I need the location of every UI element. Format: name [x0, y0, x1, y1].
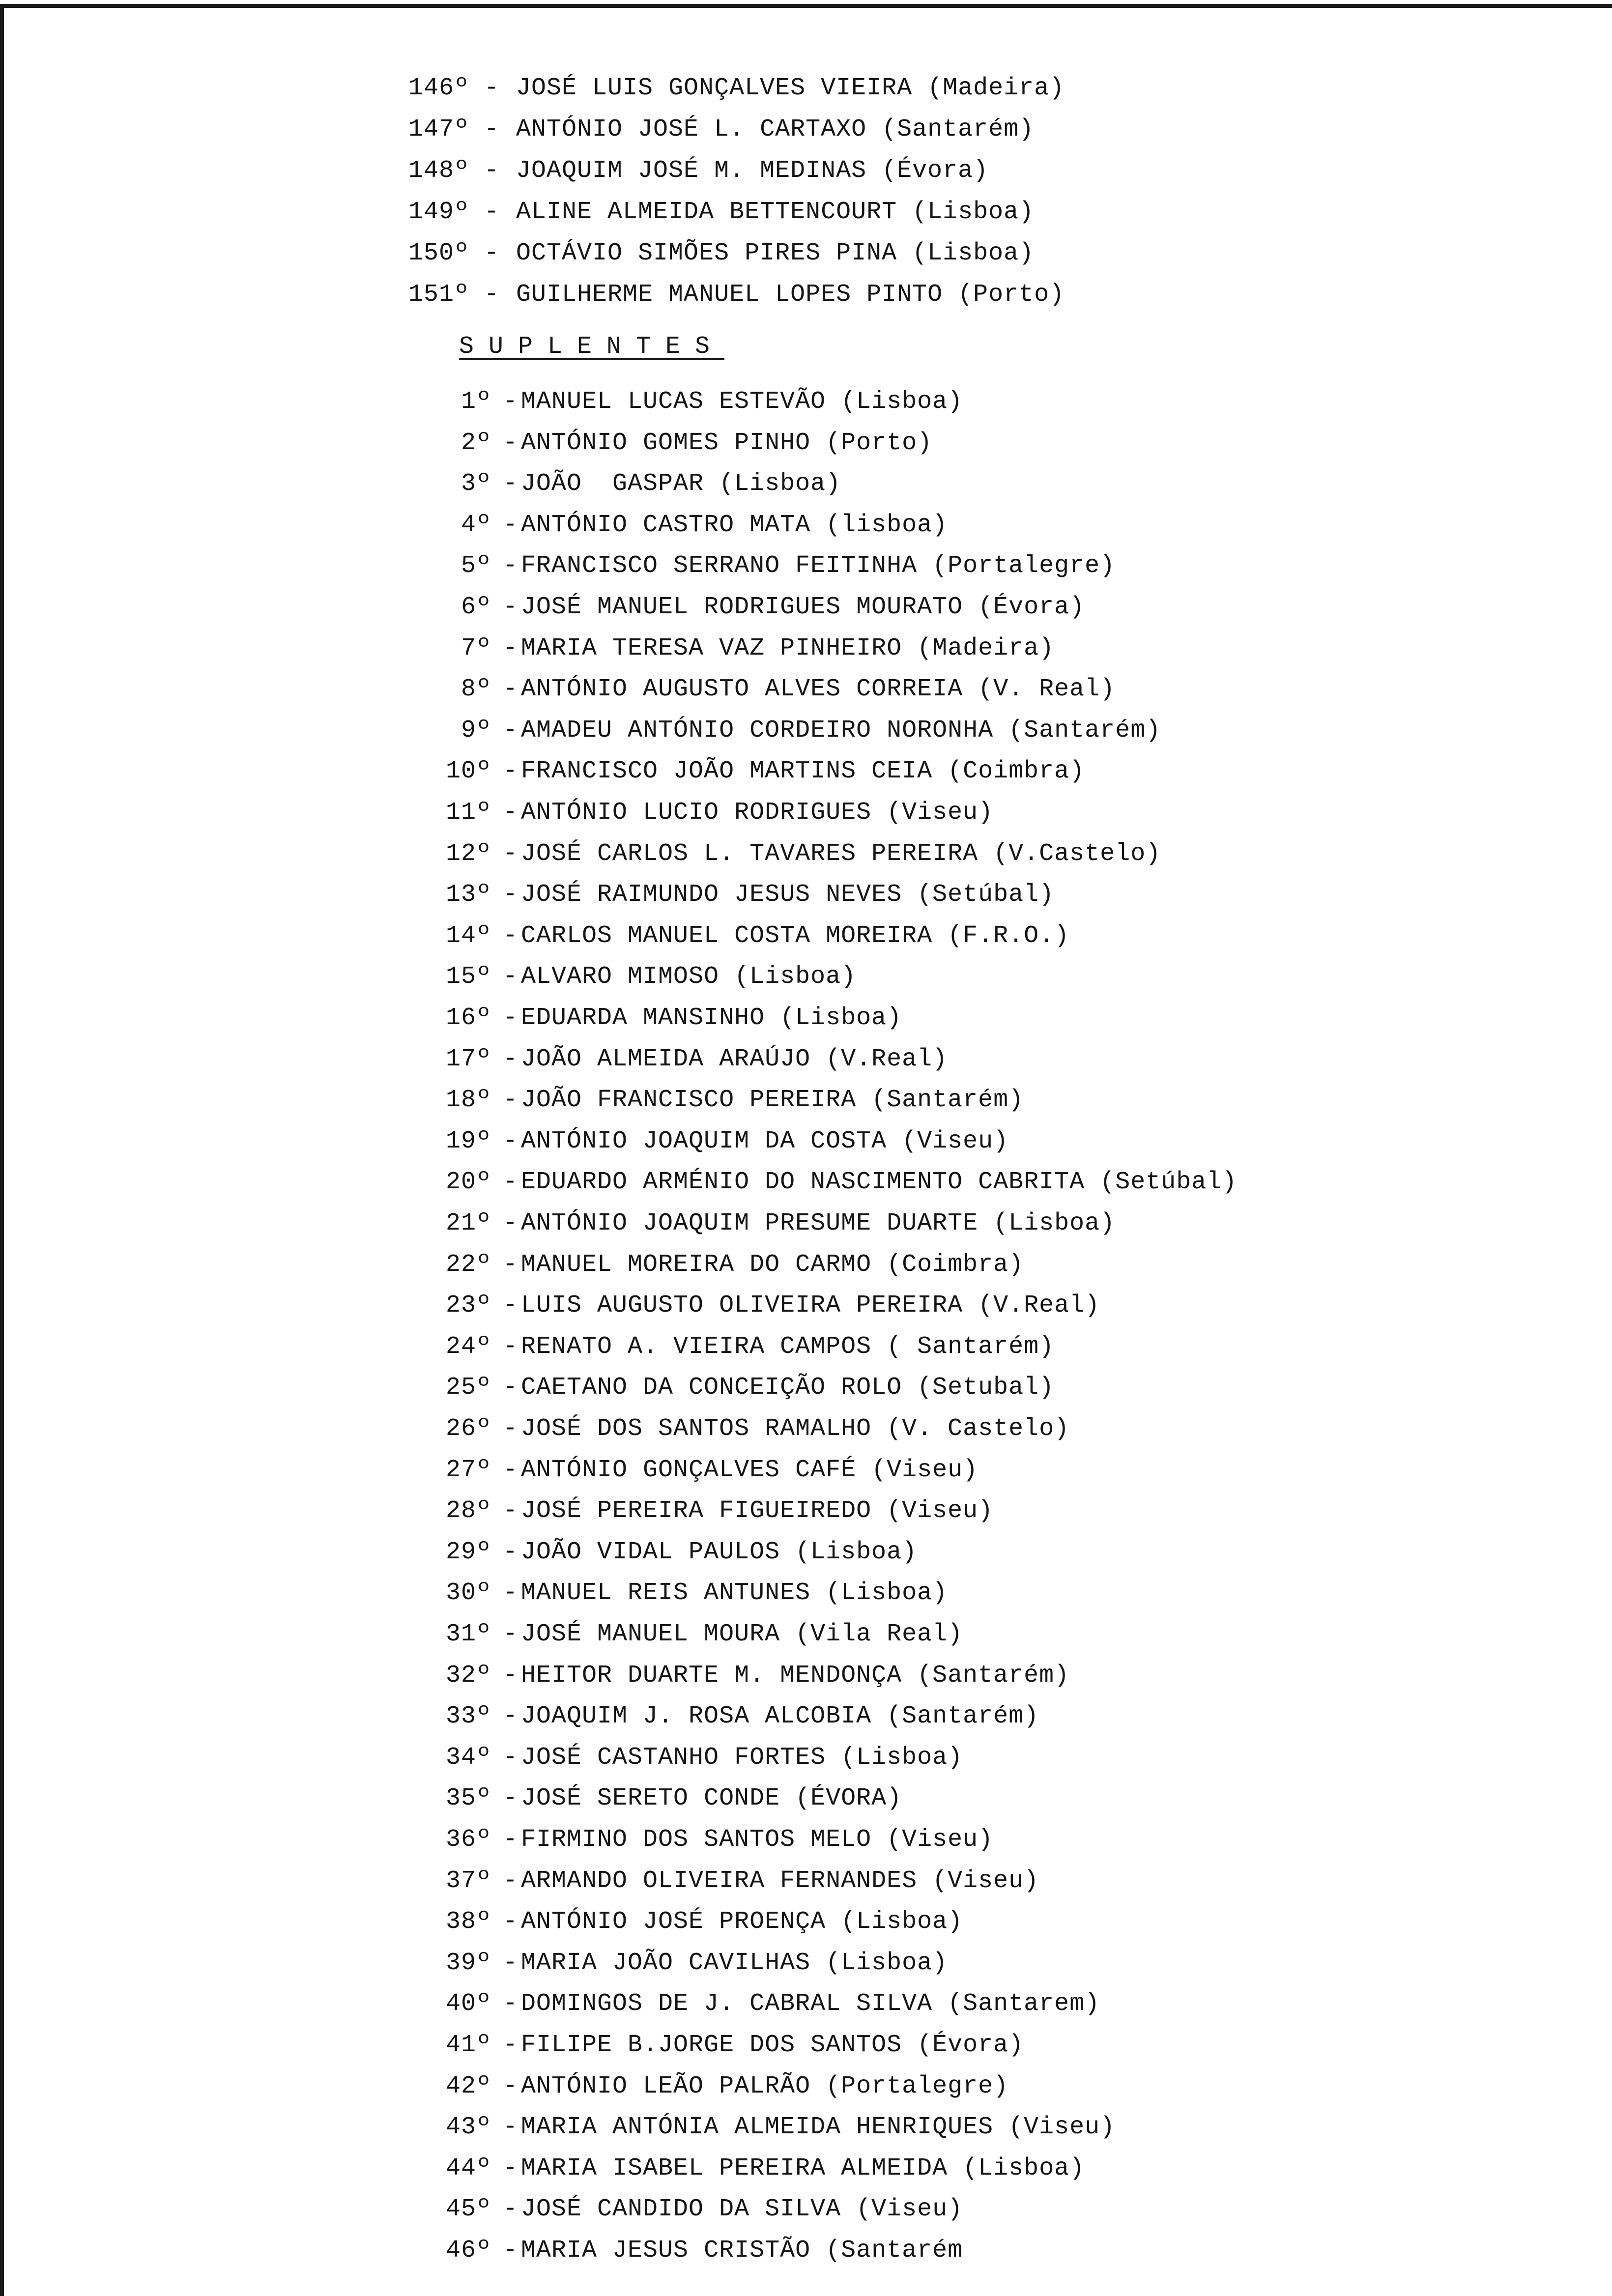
substitute-item-name: JOSÉ MANUEL MOURA (Vila Real) [521, 1620, 963, 1648]
substitute-item-number: 8º [461, 675, 491, 704]
substitute-item-dash: - [503, 1045, 518, 1073]
main-list-item-dash: - [484, 74, 500, 102]
main-list-item-dash: - [484, 115, 500, 144]
substitute-item-name: ANTÓNIO GONÇALVES CAFÉ (Viseu) [521, 1456, 979, 1484]
substitute-item-dash: - [503, 1127, 518, 1155]
main-list-item-number: 151º [408, 281, 469, 309]
substitute-item-name: CARLOS MANUEL COSTA MOREIRA (F.R.O.) [521, 921, 1070, 950]
substitute-item-name: JOÃO FRANCISCO PEREIRA (Santarém) [521, 1086, 1024, 1115]
substitute-item-number: 7º [461, 634, 491, 662]
substitute-item-name: JOSÉ DOS SANTOS RAMALHO (V. Castelo) [521, 1415, 1070, 1443]
substitute-item-dash: - [503, 2031, 518, 2059]
substitute-item-dash: - [503, 1209, 518, 1237]
substitute-item-name: FRANCISCO SERRANO FEITINHA (Portalegre) [521, 552, 1116, 580]
substitute-item-number: 29º [445, 1538, 491, 1566]
main-list-item-dash: - [484, 281, 500, 309]
substitute-item-dash: - [503, 2072, 518, 2100]
substitute-item-name: JOSÉ CASTANHO FORTES (Lisboa) [521, 1743, 963, 1772]
main-list-item-dash: - [484, 239, 500, 267]
substitute-item-dash: - [503, 1908, 518, 1936]
substitute-item-number: 17º [445, 1045, 491, 1073]
substitute-item-dash: - [503, 552, 518, 580]
substitute-item-number: 10º [445, 757, 491, 786]
substitute-item-dash: - [503, 1620, 518, 1648]
substitute-item-number: 28º [445, 1497, 491, 1525]
substitute-item-dash: - [503, 429, 518, 457]
substitute-item-name: JOSÉ SERETO CONDE (ÉVORA) [521, 1784, 902, 1813]
substitute-item-name: MARIA ISABEL PEREIRA ALMEIDA (Lisboa) [521, 2154, 1085, 2182]
main-list-item-name: OCTÁVIO SIMÕES PIRES PINA (Lisboa) [516, 239, 1035, 267]
substitute-item-number: 35º [445, 1784, 491, 1813]
main-list-item-dash: - [484, 198, 500, 226]
substitute-item-number: 15º [445, 963, 491, 991]
substitute-item-name: JOÃO GASPAR (Lisboa) [521, 470, 841, 498]
substitute-item-name: LUIS AUGUSTO OLIVEIRA PEREIRA (V.Real) [521, 1292, 1100, 1320]
substitute-item-dash: - [503, 675, 518, 704]
substitute-item-name: JOÃO VIDAL PAULOS (Lisboa) [521, 1538, 918, 1566]
substitute-item-dash: - [503, 1826, 518, 1854]
substitute-item-number: 9º [461, 716, 491, 745]
main-list-item-name: JOAQUIM JOSÉ M. MEDINAS (Évora) [516, 157, 989, 185]
substitute-item-number: 1º [461, 388, 491, 416]
substitute-item-number: 33º [445, 1702, 491, 1731]
substitute-item-dash: - [503, 388, 518, 416]
substitute-item-number: 14º [445, 921, 491, 950]
substitute-item-dash: - [503, 2195, 518, 2224]
substitute-item-number: 31º [445, 1620, 491, 1648]
substitute-item-number: 23º [445, 1292, 491, 1320]
substitute-item-number: 46º [445, 2237, 491, 2265]
main-list-item-number: 150º [408, 239, 469, 267]
substitute-item-number: 43º [445, 2113, 491, 2142]
substitute-item-name: ALVARO MIMOSO (Lisboa) [521, 963, 857, 991]
substitute-item-name: ANTÓNIO JOAQUIM PRESUME DUARTE (Lisboa) [521, 1209, 1116, 1237]
substitute-item-name: ANTÓNIO GOMES PINHO (Porto) [521, 429, 933, 457]
substitute-item-dash: - [503, 634, 518, 662]
substitute-item-name: HEITOR DUARTE M. MENDONÇA (Santarém) [521, 1661, 1070, 1690]
substitute-item-name: ANTÓNIO JOAQUIM DA COSTA (Viseu) [521, 1127, 1009, 1155]
substitute-item-name: MARIA JOÃO CAVILHAS (Lisboa) [521, 1949, 948, 1977]
substitute-item-number: 21º [445, 1209, 491, 1237]
substitute-item-number: 16º [445, 1004, 491, 1032]
substitute-item-name: EDUARDO ARMÉNIO DO NASCIMENTO CABRITA (Setúbal) [521, 1168, 1238, 1197]
substitute-item-number: 6º [461, 593, 491, 621]
main-list-item-dash: - [484, 157, 500, 185]
substitute-item-dash: - [503, 1661, 518, 1690]
substitute-item-dash: - [503, 1538, 518, 1566]
substitute-item-number: 12º [445, 839, 491, 868]
substitute-item-dash: - [503, 511, 518, 539]
substitute-item-number: 25º [445, 1374, 491, 1402]
substitute-item-name: ANTÓNIO LUCIO RODRIGUES (Viseu) [521, 799, 994, 827]
page-border-top [0, 4, 1612, 8]
substitute-item-name: ANTÓNIO LEÃO PALRÃO (Portalegre) [521, 2072, 1009, 2100]
substitute-item-dash: - [503, 1168, 518, 1197]
substitute-item-dash: - [503, 757, 518, 786]
substitute-item-dash: - [503, 470, 518, 498]
substitute-item-dash: - [503, 799, 518, 827]
substitute-item-number: 18º [445, 1086, 491, 1115]
substitute-item-number: 22º [445, 1250, 491, 1279]
substitute-item-number: 4º [461, 511, 491, 539]
substitute-item-number: 40º [445, 1990, 491, 2018]
substitute-item-number: 26º [445, 1415, 491, 1443]
main-list-item-name: JOSÉ LUIS GONÇALVES VIEIRA (Madeira) [516, 74, 1065, 102]
substitute-item-dash: - [503, 1456, 518, 1484]
substitute-item-dash: - [503, 1784, 518, 1813]
substitute-item-name: CAETANO DA CONCEIÇÃO ROLO (Setubal) [521, 1374, 1055, 1402]
substitute-item-number: 34º [445, 1743, 491, 1772]
substitute-item-number: 11º [445, 799, 491, 827]
substitute-item-dash: - [503, 1579, 518, 1607]
substitute-item-dash: - [503, 1374, 518, 1402]
substitute-item-number: 36º [445, 1826, 491, 1854]
substitute-item-name: MARIA JESUS CRISTÃO (Santarém [521, 2237, 963, 2265]
substitute-item-dash: - [503, 716, 518, 745]
substitute-item-number: 45º [445, 2195, 491, 2224]
substitute-item-number: 20º [445, 1168, 491, 1197]
substitute-item-number: 44º [445, 2154, 491, 2182]
substitute-item-dash: - [503, 1743, 518, 1772]
substitute-item-name: JOÃO ALMEIDA ARAÚJO (V.Real) [521, 1045, 948, 1073]
substitute-item-number: 19º [445, 1127, 491, 1155]
substitute-item-name: JOSÉ RAIMUNDO JESUS NEVES (Setúbal) [521, 881, 1055, 909]
main-list-item-number: 149º [408, 198, 469, 226]
substitute-item-name: JOSÉ CARLOS L. TAVARES PEREIRA (V.Castelo) [521, 839, 1161, 868]
substitute-item-number: 41º [445, 2031, 491, 2059]
main-list-item-number: 146º [408, 74, 469, 102]
substitute-item-name: FRANCISCO JOÃO MARTINS CEIA (Coimbra) [521, 757, 1085, 786]
substitute-item-dash: - [503, 963, 518, 991]
substitute-item-dash: - [503, 1497, 518, 1525]
main-list-item-name: ANTÓNIO JOSÉ L. CARTAXO (Santarém) [516, 115, 1035, 144]
main-list-item-number: 148º [408, 157, 469, 185]
substitute-item-number: 37º [445, 1866, 491, 1895]
substitute-item-dash: - [503, 1702, 518, 1731]
substitute-item-name: JOSÉ CANDIDO DA SILVA (Viseu) [521, 2195, 963, 2224]
substitute-item-name: JOSÉ MANUEL RODRIGUES MOURATO (Évora) [521, 593, 1085, 621]
substitute-item-number: 5º [461, 552, 491, 580]
main-list-item-name: GUILHERME MANUEL LOPES PINTO (Porto) [516, 281, 1065, 309]
substitute-item-name: MANUEL MOREIRA DO CARMO (Coimbra) [521, 1250, 1024, 1279]
substitute-item-dash: - [503, 1292, 518, 1320]
substitute-item-number: 38º [445, 1908, 491, 1936]
substitute-item-dash: - [503, 921, 518, 950]
substitute-item-dash: - [503, 1086, 518, 1115]
substitute-item-dash: - [503, 1990, 518, 2018]
substitute-item-number: 39º [445, 1949, 491, 1977]
substitute-item-name: DOMINGOS DE J. CABRAL SILVA (Santarem) [521, 1990, 1100, 2018]
substitute-item-dash: - [503, 839, 518, 868]
substitute-item-dash: - [503, 1866, 518, 1895]
substitute-item-name: MARIA TERESA VAZ PINHEIRO (Madeira) [521, 634, 1055, 662]
substitute-item-name: FIRMINO DOS SANTOS MELO (Viseu) [521, 1826, 994, 1854]
substitute-item-name: MANUEL REIS ANTUNES (Lisboa) [521, 1579, 948, 1607]
substitute-item-name: AMADEU ANTÓNIO CORDEIRO NORONHA (Santarém) [521, 716, 1161, 745]
substitute-item-name: MARIA ANTÓNIA ALMEIDA HENRIQUES (Viseu) [521, 2113, 1116, 2142]
substitute-item-name: JOAQUIM J. ROSA ALCOBIA (Santarém) [521, 1702, 1039, 1731]
substitute-item-name: FILIPE B.JORGE DOS SANTOS (Évora) [521, 2031, 1024, 2059]
substitute-item-dash: - [503, 1004, 518, 1032]
substitute-item-number: 3º [461, 470, 491, 498]
substitute-item-number: 30º [445, 1579, 491, 1607]
substitute-item-name: ANTÓNIO CASTRO MATA (lisboa) [521, 511, 948, 539]
substitute-item-name: ANTÓNIO AUGUSTO ALVES CORREIA (V. Real) [521, 675, 1116, 704]
substitute-item-name: MANUEL LUCAS ESTEVÃO (Lisboa) [521, 388, 963, 416]
substitute-item-name: ARMANDO OLIVEIRA FERNANDES (Viseu) [521, 1866, 1039, 1895]
substitute-item-dash: - [503, 1949, 518, 1977]
substitute-item-dash: - [503, 2113, 518, 2142]
substitute-item-number: 24º [445, 1332, 491, 1361]
main-list-item-number: 147º [408, 115, 469, 144]
substitute-item-dash: - [503, 1415, 518, 1443]
substitute-item-name: EDUARDA MANSINHO (Lisboa) [521, 1004, 902, 1032]
substitute-item-dash: - [503, 593, 518, 621]
substitute-item-dash: - [503, 1250, 518, 1279]
substitute-item-name: RENATO A. VIEIRA CAMPOS ( Santarém) [521, 1332, 1055, 1361]
substitute-item-dash: - [503, 2237, 518, 2265]
substitute-item-number: 27º [445, 1456, 491, 1484]
substitute-item-number: 13º [445, 881, 491, 909]
substitute-item-dash: - [503, 1332, 518, 1361]
substitute-item-name: JOSÉ PEREIRA FIGUEIREDO (Viseu) [521, 1497, 994, 1525]
substitute-item-number: 42º [445, 2072, 491, 2100]
main-list-item-name: ALINE ALMEIDA BETTENCOURT (Lisboa) [516, 198, 1035, 226]
substitute-item-number: 2º [461, 429, 491, 457]
page-border-left [0, 4, 4, 2296]
substitute-item-dash: - [503, 881, 518, 909]
substitute-item-name: ANTÓNIO JOSÉ PROENÇA (Lisboa) [521, 1908, 963, 1936]
substitute-item-dash: - [503, 2154, 518, 2182]
section-title-suplentes: SUPLENTES [459, 333, 725, 361]
substitute-item-number: 32º [445, 1661, 491, 1690]
